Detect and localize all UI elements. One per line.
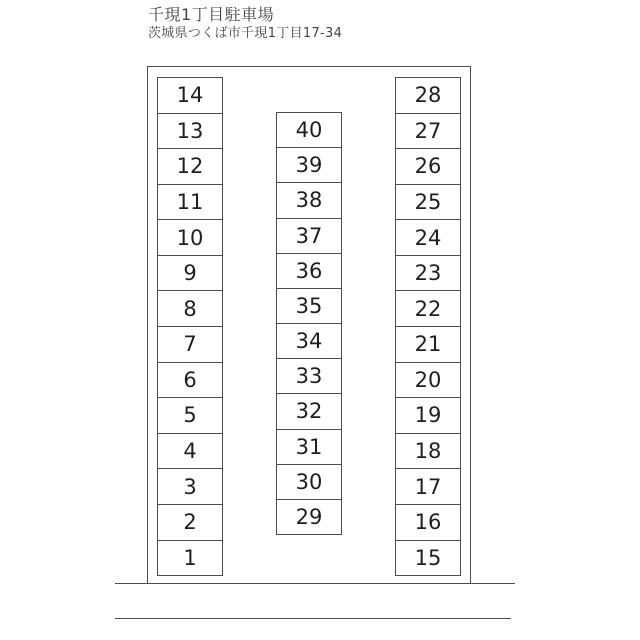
parking-space-6: 6 <box>157 362 223 399</box>
parking-space-23: 23 <box>395 255 461 292</box>
parking-space-24: 24 <box>395 219 461 256</box>
parking-space-19: 19 <box>395 397 461 434</box>
parking-space-10: 10 <box>157 219 223 256</box>
parking-space-1: 1 <box>157 540 223 577</box>
road-edge-line-top <box>115 583 515 584</box>
parking-space-11: 11 <box>157 184 223 221</box>
parking-space-8: 8 <box>157 290 223 327</box>
parking-space-16: 16 <box>395 504 461 541</box>
parking-space-22: 22 <box>395 290 461 327</box>
parking-space-3: 3 <box>157 468 223 505</box>
parking-space-2: 2 <box>157 504 223 541</box>
parking-space-40: 40 <box>276 112 342 148</box>
parking-space-4: 4 <box>157 433 223 470</box>
parking-space-37: 37 <box>276 218 342 254</box>
parking-space-12: 12 <box>157 148 223 185</box>
parking-space-38: 38 <box>276 182 342 218</box>
parking-space-39: 39 <box>276 147 342 183</box>
parking-column-middle <box>276 112 342 535</box>
parking-space-9: 9 <box>157 255 223 292</box>
road-edge-line-bottom <box>115 618 511 619</box>
parking-space-17: 17 <box>395 468 461 505</box>
page-title: 千現1丁目駐車場 <box>148 5 275 24</box>
parking-space-28: 28 <box>395 77 461 114</box>
parking-space-32: 32 <box>276 393 342 429</box>
parking-space-33: 33 <box>276 358 342 394</box>
page-address: 茨城県つくば市千現1丁目17-34 <box>148 26 343 41</box>
parking-space-14: 14 <box>157 77 223 114</box>
parking-space-5: 5 <box>157 397 223 434</box>
parking-space-30: 30 <box>276 464 342 500</box>
parking-space-21: 21 <box>395 326 461 363</box>
parking-space-29: 29 <box>276 499 342 535</box>
parking-space-34: 34 <box>276 323 342 359</box>
parking-space-18: 18 <box>395 433 461 470</box>
parking-space-15: 15 <box>395 540 461 577</box>
parking-space-36: 36 <box>276 253 342 289</box>
parking-space-35: 35 <box>276 288 342 324</box>
parking-column-right <box>395 77 461 576</box>
parking-space-20: 20 <box>395 362 461 399</box>
parking-space-31: 31 <box>276 429 342 465</box>
parking-space-25: 25 <box>395 184 461 221</box>
parking-space-13: 13 <box>157 113 223 150</box>
parking-column-left <box>157 77 223 576</box>
parking-space-27: 27 <box>395 113 461 150</box>
parking-space-26: 26 <box>395 148 461 185</box>
parking-space-7: 7 <box>157 326 223 363</box>
